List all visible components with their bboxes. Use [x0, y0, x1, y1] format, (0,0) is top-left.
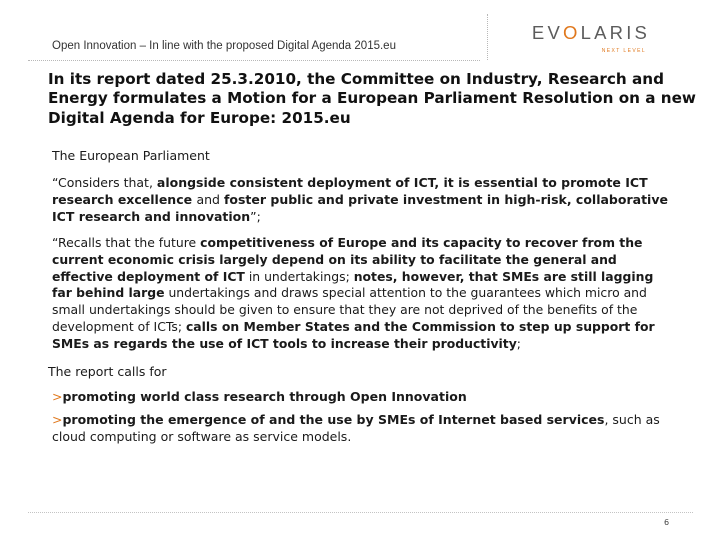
- chevron-right-icon: >: [52, 388, 63, 404]
- quote1-part-d: foster public and private investment in high-risk, collaborative ICT research and innovation: [52, 192, 668, 224]
- page-number: 6: [664, 518, 670, 527]
- quote2-part-b: competitiveness of Europe and its capacity to recover from the current economic crisis largely depend on its ability to facilitate the general and effective deployment of ICT: [52, 235, 643, 284]
- quote1-part-a: “Considers that,: [52, 175, 157, 190]
- quote2-part-f: calls on Member States and the Commission to step up support for SMEs as regards the use of ICT tools to increase their productivity: [52, 318, 655, 351]
- quote2-part-e: undertakings and draws special attention to the guarantees which micro and small undertakings should be given to ensure that they are not deprived of the benefits of the development of ICTs;: [52, 285, 647, 334]
- quote-recalls: [52, 235, 672, 353]
- bullet-2-text-a: promoting the emergence of and the use by SMEs of Internet based services: [62, 411, 605, 427]
- body-content: [48, 147, 672, 451]
- quote2-part-g: ;: [516, 335, 521, 351]
- bullet-1-text: promoting world class research through Open Innovation: [62, 388, 467, 404]
- evolaris-logo: [530, 24, 652, 54]
- logo-text-o: O: [563, 22, 581, 43]
- logo-tagline: NEXT LEVEL: [601, 48, 646, 54]
- logo-text-post: LARIS: [580, 22, 651, 43]
- quote1-part-b: alongside consistent deployment of ICT, it is essential to promote ICT research excellence: [52, 175, 648, 207]
- logo-wordmark: [530, 24, 652, 42]
- report-intro: The report calls for: [48, 363, 167, 379]
- bullet-item: [52, 411, 672, 445]
- quote1-part-c: and: [196, 192, 224, 207]
- headline: In its report dated 25.3.2010, the Committee on Industry, Research and Energy formulates a Motion for a European Parliament Resolution on a new Digital Agenda for Europe: 2015.eu: [48, 70, 696, 127]
- chevron-right-icon: >: [52, 411, 63, 427]
- header-divider: [28, 60, 480, 61]
- quote-considers: [52, 174, 672, 225]
- header-title: Open Innovation – In line with the proposed Digital Agenda 2015.eu: [52, 40, 396, 52]
- quote2-part-a: “Recalls that the future: [52, 235, 201, 250]
- footer-divider: [28, 512, 693, 513]
- intro-text: The European Parliament: [52, 148, 210, 163]
- bullet-item: [52, 388, 672, 405]
- header-vertical-divider: [487, 14, 488, 60]
- quote2-part-d: notes, however, that SMEs are still lagging far behind large: [52, 268, 654, 301]
- logo-text-pre: EV: [531, 22, 564, 43]
- quote1-part-e: ”;: [250, 209, 261, 224]
- quote2-part-c: in undertakings;: [244, 268, 354, 284]
- bullet-2-text-b: , such as cloud computing or software as service models.: [52, 411, 660, 444]
